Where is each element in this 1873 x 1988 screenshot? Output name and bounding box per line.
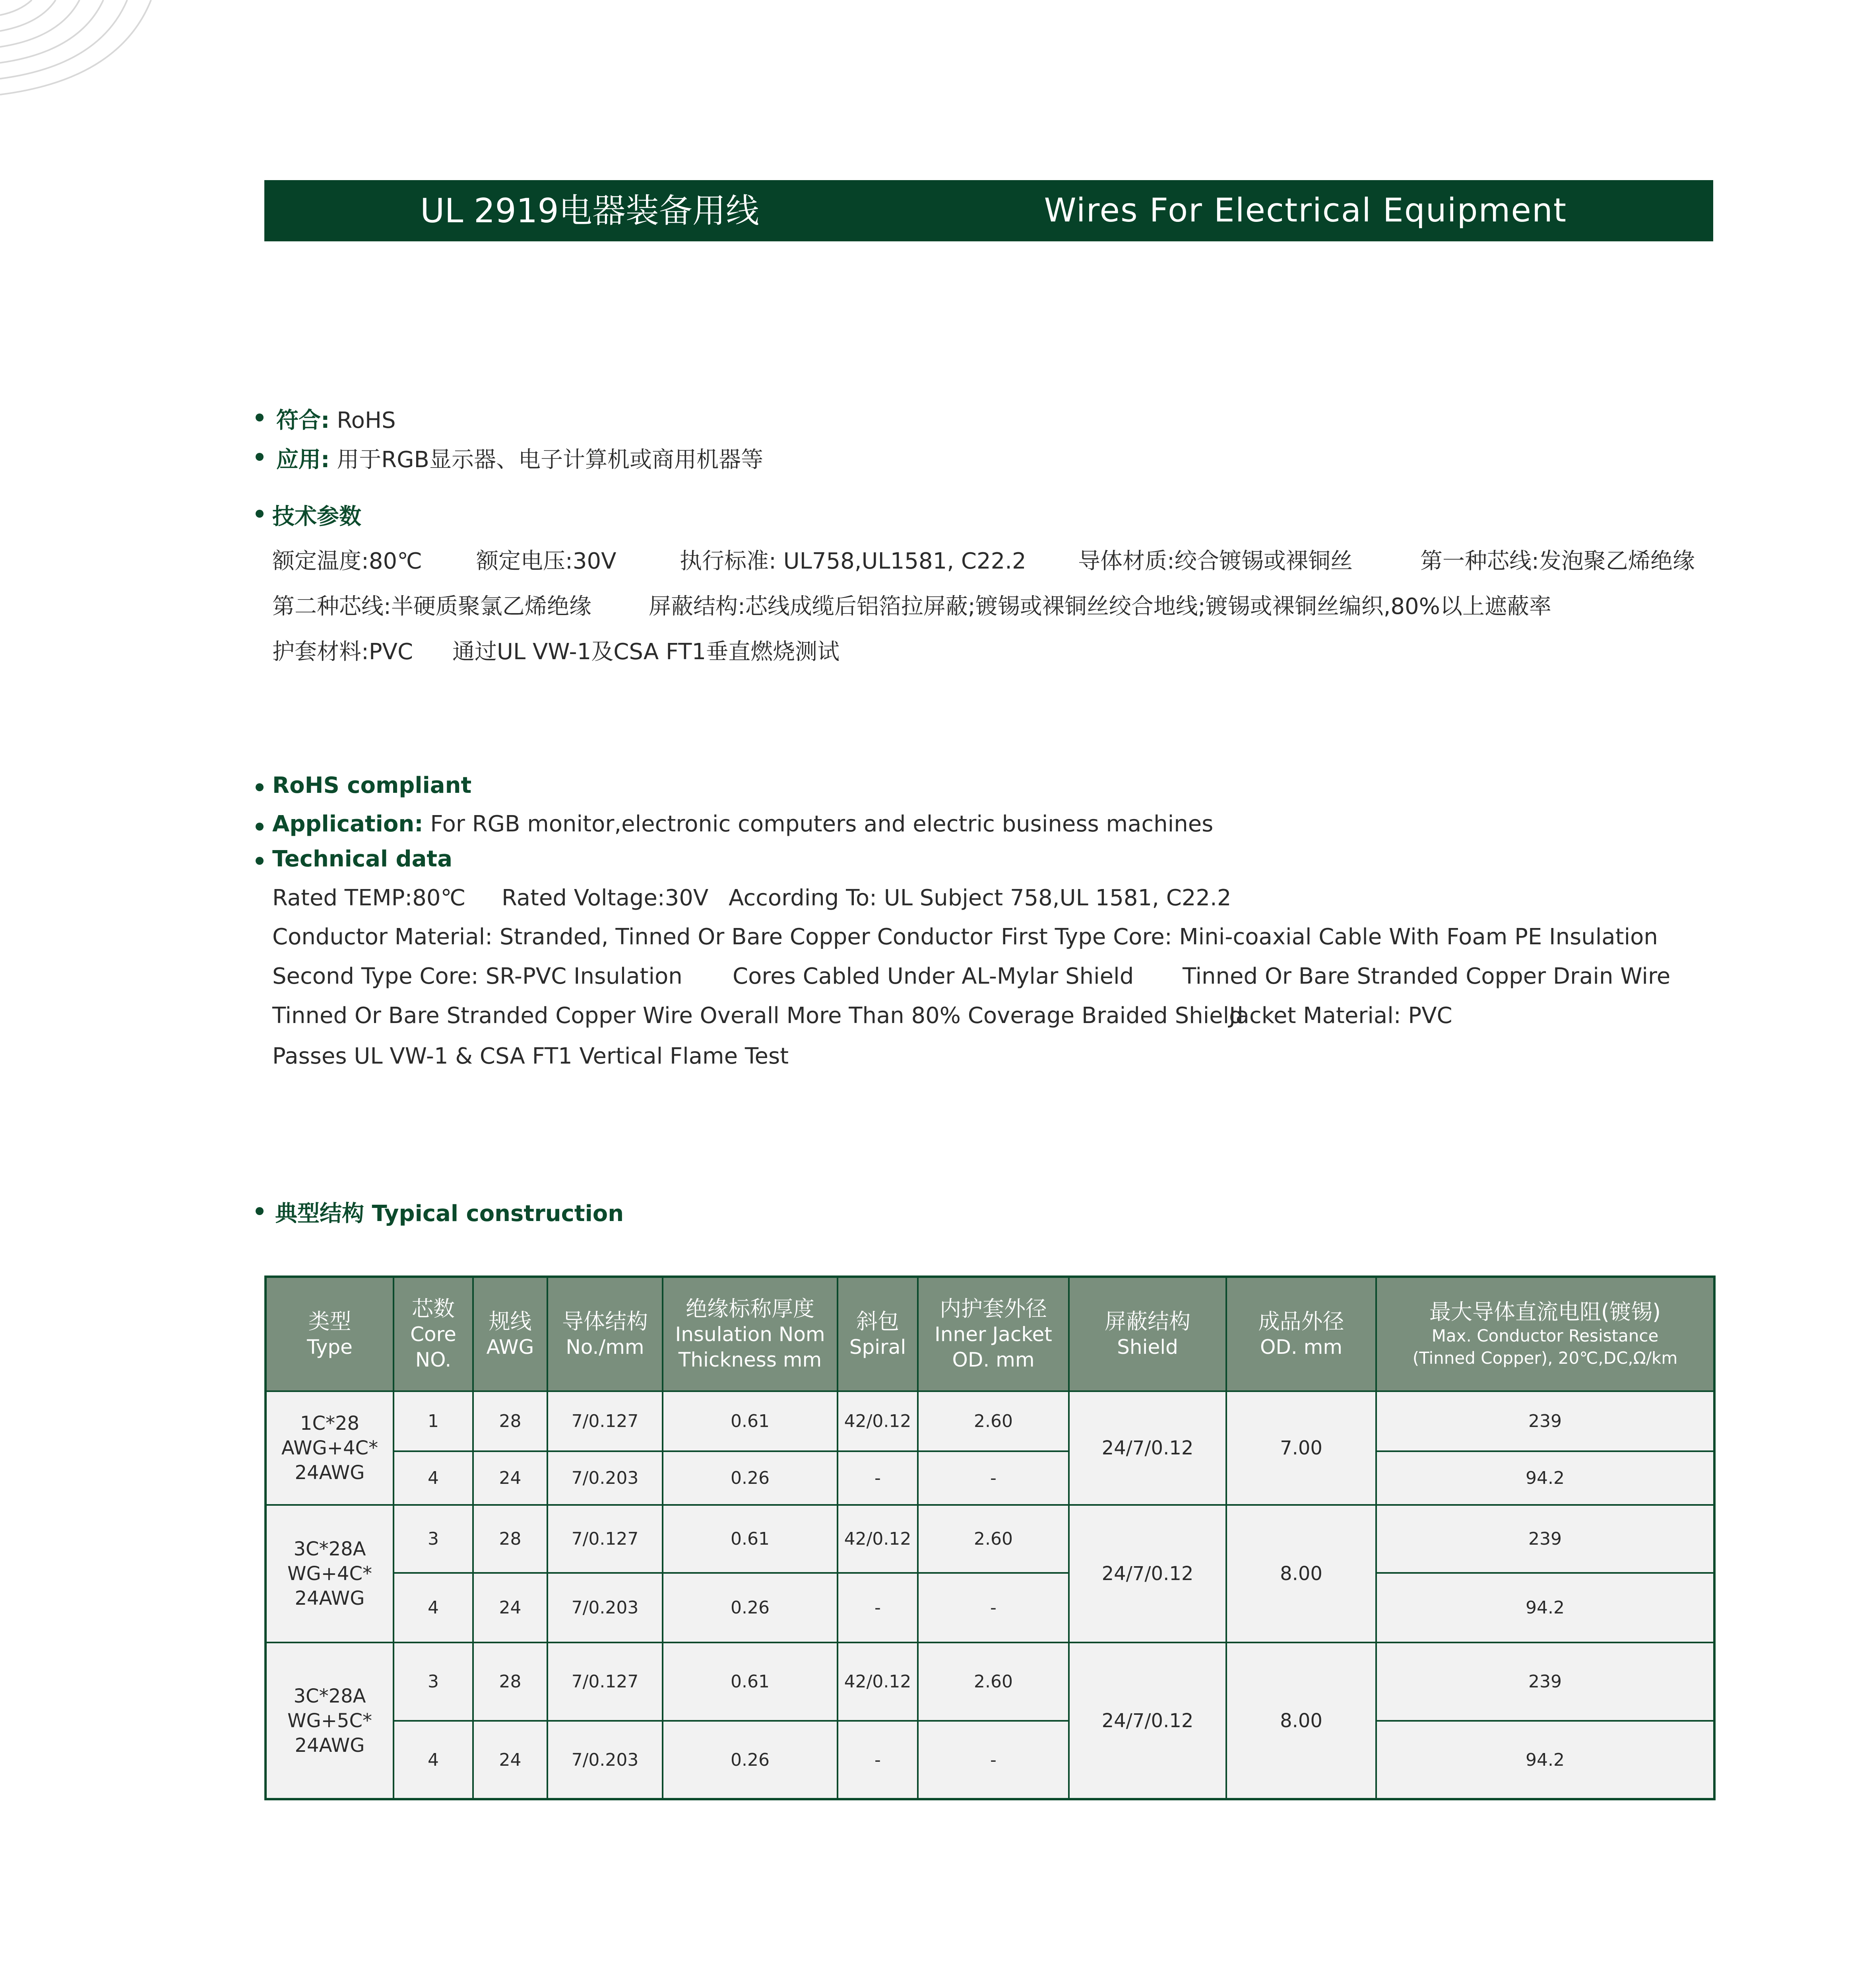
typical-construction-heading: 典型结构 Typical construction: [275, 1201, 624, 1227]
inner-jacket-cell: 2.60: [918, 1642, 1069, 1721]
insulation-cell: 0.61: [663, 1505, 838, 1573]
spiral-cell: 42/0.12: [838, 1391, 918, 1451]
conductor-cell: 7/0.203: [547, 1573, 663, 1643]
type-cell: 3C*28A WG+5C* 24AWG: [266, 1642, 394, 1799]
awg-cell: 24: [473, 1451, 547, 1505]
cn-conductor-material: 导体材质:绞合镀锡或裸铜丝: [1078, 548, 1353, 574]
bullet-dot: [256, 453, 264, 461]
spiral-cell: -: [838, 1451, 918, 1505]
header-od: 成品外径 OD. mm: [1226, 1277, 1376, 1391]
spiral-cell: -: [838, 1721, 918, 1799]
bullet-dot: [256, 1207, 264, 1215]
core-cell: 3: [394, 1505, 473, 1573]
title-bar: [264, 180, 1713, 241]
cn-first-core: 第一种芯线:发泡聚乙烯绝缘: [1420, 548, 1695, 574]
core-cell: 4: [394, 1721, 473, 1799]
cn-second-core: 第二种芯线:半硬质聚氯乙烯绝缘: [272, 594, 591, 619]
resistance-cell: 94.2: [1376, 1451, 1714, 1505]
compliance-label: 符合:: [276, 408, 330, 433]
spiral-cell: 42/0.12: [838, 1505, 918, 1573]
resistance-cell: 239: [1376, 1642, 1714, 1721]
en-flame-test: Passes UL VW-1 & CSA FT1 Vertical Flame Test: [272, 1043, 789, 1069]
inner-jacket-cell: -: [918, 1721, 1069, 1799]
bullet-dot: [256, 414, 264, 421]
insulation-cell: 0.26: [663, 1573, 838, 1643]
bullet-dot: [256, 823, 264, 831]
en-second-core: Second Type Core: SR-PVC Insulation: [272, 963, 683, 989]
en-first-core: First Type Core: Mini-coaxial Cable With Foam PE Insulation: [1001, 924, 1658, 950]
shield-cell: 24/7/0.12: [1069, 1505, 1226, 1642]
shield-cell: 24/7/0.12: [1069, 1642, 1226, 1799]
inner-jacket-cell: -: [918, 1451, 1069, 1505]
awg-cell: 24: [473, 1573, 547, 1643]
conductor-cell: 7/0.203: [547, 1451, 663, 1505]
awg-cell: 24: [473, 1721, 547, 1799]
cn-jacket-material: 护套材料:PVC: [272, 639, 413, 665]
od-cell: 8.00: [1226, 1505, 1376, 1642]
insulation-cell: 0.26: [663, 1451, 838, 1505]
core-cell: 4: [394, 1451, 473, 1505]
table-row: [266, 1505, 1714, 1573]
type-cell: 3C*28A WG+4C* 24AWG: [266, 1505, 394, 1642]
inner-jacket-cell: 2.60: [918, 1391, 1069, 1451]
type-cell: 1C*28 AWG+4C* 24AWG: [266, 1391, 394, 1505]
en-standard: According To: UL Subject 758,UL 1581, C22.2: [729, 885, 1231, 911]
construction-table: [264, 1276, 1716, 1800]
spiral-cell: 42/0.12: [838, 1642, 918, 1721]
compliance-value: RoHS: [337, 408, 396, 433]
header-awg: 规线 AWG: [473, 1277, 547, 1391]
table-row: [266, 1721, 1714, 1799]
table-row: [266, 1451, 1714, 1505]
insulation-cell: 0.61: [663, 1642, 838, 1721]
header-spiral: 斜包 Spiral: [838, 1277, 918, 1391]
en-conductor-material: Conductor Material: Stranded, Tinned Or Bare Copper Conductor: [272, 924, 993, 950]
en-drain-wire: Tinned Or Bare Stranded Copper Drain Wire: [1183, 963, 1671, 989]
bullet-dot: [256, 783, 264, 791]
header-resistance: 最大导体直流电阻(镀锡) Max. Conductor Resistance (Tinned Copper), 20℃,DC,Ω/km: [1376, 1277, 1714, 1391]
technical-data-heading: Technical data: [272, 846, 452, 872]
resistance-cell: 239: [1376, 1505, 1714, 1573]
awg-cell: 28: [473, 1391, 547, 1451]
en-jacket-material: Jacket Material: PVC: [1229, 1003, 1452, 1029]
awg-cell: 28: [473, 1505, 547, 1573]
cn-rated-voltage: 额定电压:30V: [476, 548, 617, 574]
header-shield: 屏蔽结构 Shield: [1069, 1277, 1226, 1391]
cn-rated-temp: 额定温度:80℃: [272, 548, 423, 574]
conductor-cell: 7/0.203: [547, 1721, 663, 1799]
table-row: [266, 1391, 1714, 1451]
table-row: [266, 1573, 1714, 1643]
application-en-value: For RGB monitor,electronic computers and electric business machines: [430, 811, 1214, 837]
corner-arc-lines-icon: [0, 0, 159, 99]
conductor-cell: 7/0.127: [547, 1391, 663, 1451]
compliance-line: [276, 403, 396, 435]
shield-cell: 24/7/0.12: [1069, 1391, 1226, 1505]
bullet-dot: [256, 857, 264, 865]
resistance-cell: 94.2: [1376, 1573, 1714, 1643]
application-cn-label: 应用:: [276, 447, 330, 473]
application-en-line: [272, 811, 1213, 837]
awg-cell: 28: [473, 1642, 547, 1721]
en-rated-temp: Rated TEMP:80℃: [272, 885, 466, 911]
en-braided-shield: Tinned Or Bare Stranded Copper Wire Overall More Than 80% Coverage Braided Shield: [272, 1003, 1243, 1029]
application-cn-line: [276, 442, 763, 474]
cn-flame-test: 通过UL VW-1及CSA FT1垂直燃烧测试: [452, 639, 840, 665]
resistance-cell: 239: [1376, 1391, 1714, 1451]
conductor-cell: 7/0.127: [547, 1505, 663, 1573]
core-cell: 3: [394, 1642, 473, 1721]
spiral-cell: -: [838, 1573, 918, 1643]
table-row: [266, 1642, 1714, 1721]
inner-jacket-cell: -: [918, 1573, 1069, 1643]
od-cell: 8.00: [1226, 1642, 1376, 1799]
title-english: Wires For Electrical Equipment: [1044, 192, 1567, 229]
application-cn-value: 用于RGB显示器、电子计算机或商用机器等: [337, 447, 763, 473]
insulation-cell: 0.26: [663, 1721, 838, 1799]
table-header-row: [266, 1277, 1714, 1391]
conductor-cell: 7/0.127: [547, 1642, 663, 1721]
header-type: 类型 Type: [266, 1277, 394, 1391]
en-cores-cabled: Cores Cabled Under AL-Mylar Shield: [733, 963, 1134, 989]
insulation-cell: 0.61: [663, 1391, 838, 1451]
core-cell: 4: [394, 1573, 473, 1643]
header-inner-jacket: 内护套外径 Inner Jacket OD. mm: [918, 1277, 1069, 1391]
od-cell: 7.00: [1226, 1391, 1376, 1505]
application-en-label: Application:: [272, 811, 423, 837]
header-conductor: 导体结构 No./mm: [547, 1277, 663, 1391]
cn-standard: 执行标准: UL758,UL1581, C22.2: [680, 548, 1026, 574]
inner-jacket-cell: 2.60: [918, 1505, 1069, 1573]
header-insulation: 绝缘标称厚度 Insulation Nom Thickness mm: [663, 1277, 838, 1391]
tech-params-heading-cn: 技术参数: [272, 504, 361, 530]
resistance-cell: 94.2: [1376, 1721, 1714, 1799]
title-chinese: UL 2919电器装备用线: [420, 191, 759, 230]
cn-shield-structure: 屏蔽结构:芯线成缆后铝箔拉屏蔽;镀锡或裸铜丝绞合地线;镀锡或裸铜丝编织,80%以上遮蔽率: [649, 594, 1551, 619]
bullet-dot: [256, 510, 264, 518]
rohs-compliant-heading: RoHS compliant: [272, 773, 472, 798]
core-cell: 1: [394, 1391, 473, 1451]
header-core-no: 芯数 Core NO.: [394, 1277, 473, 1391]
en-rated-voltage: Rated Voltage:30V: [502, 885, 709, 911]
